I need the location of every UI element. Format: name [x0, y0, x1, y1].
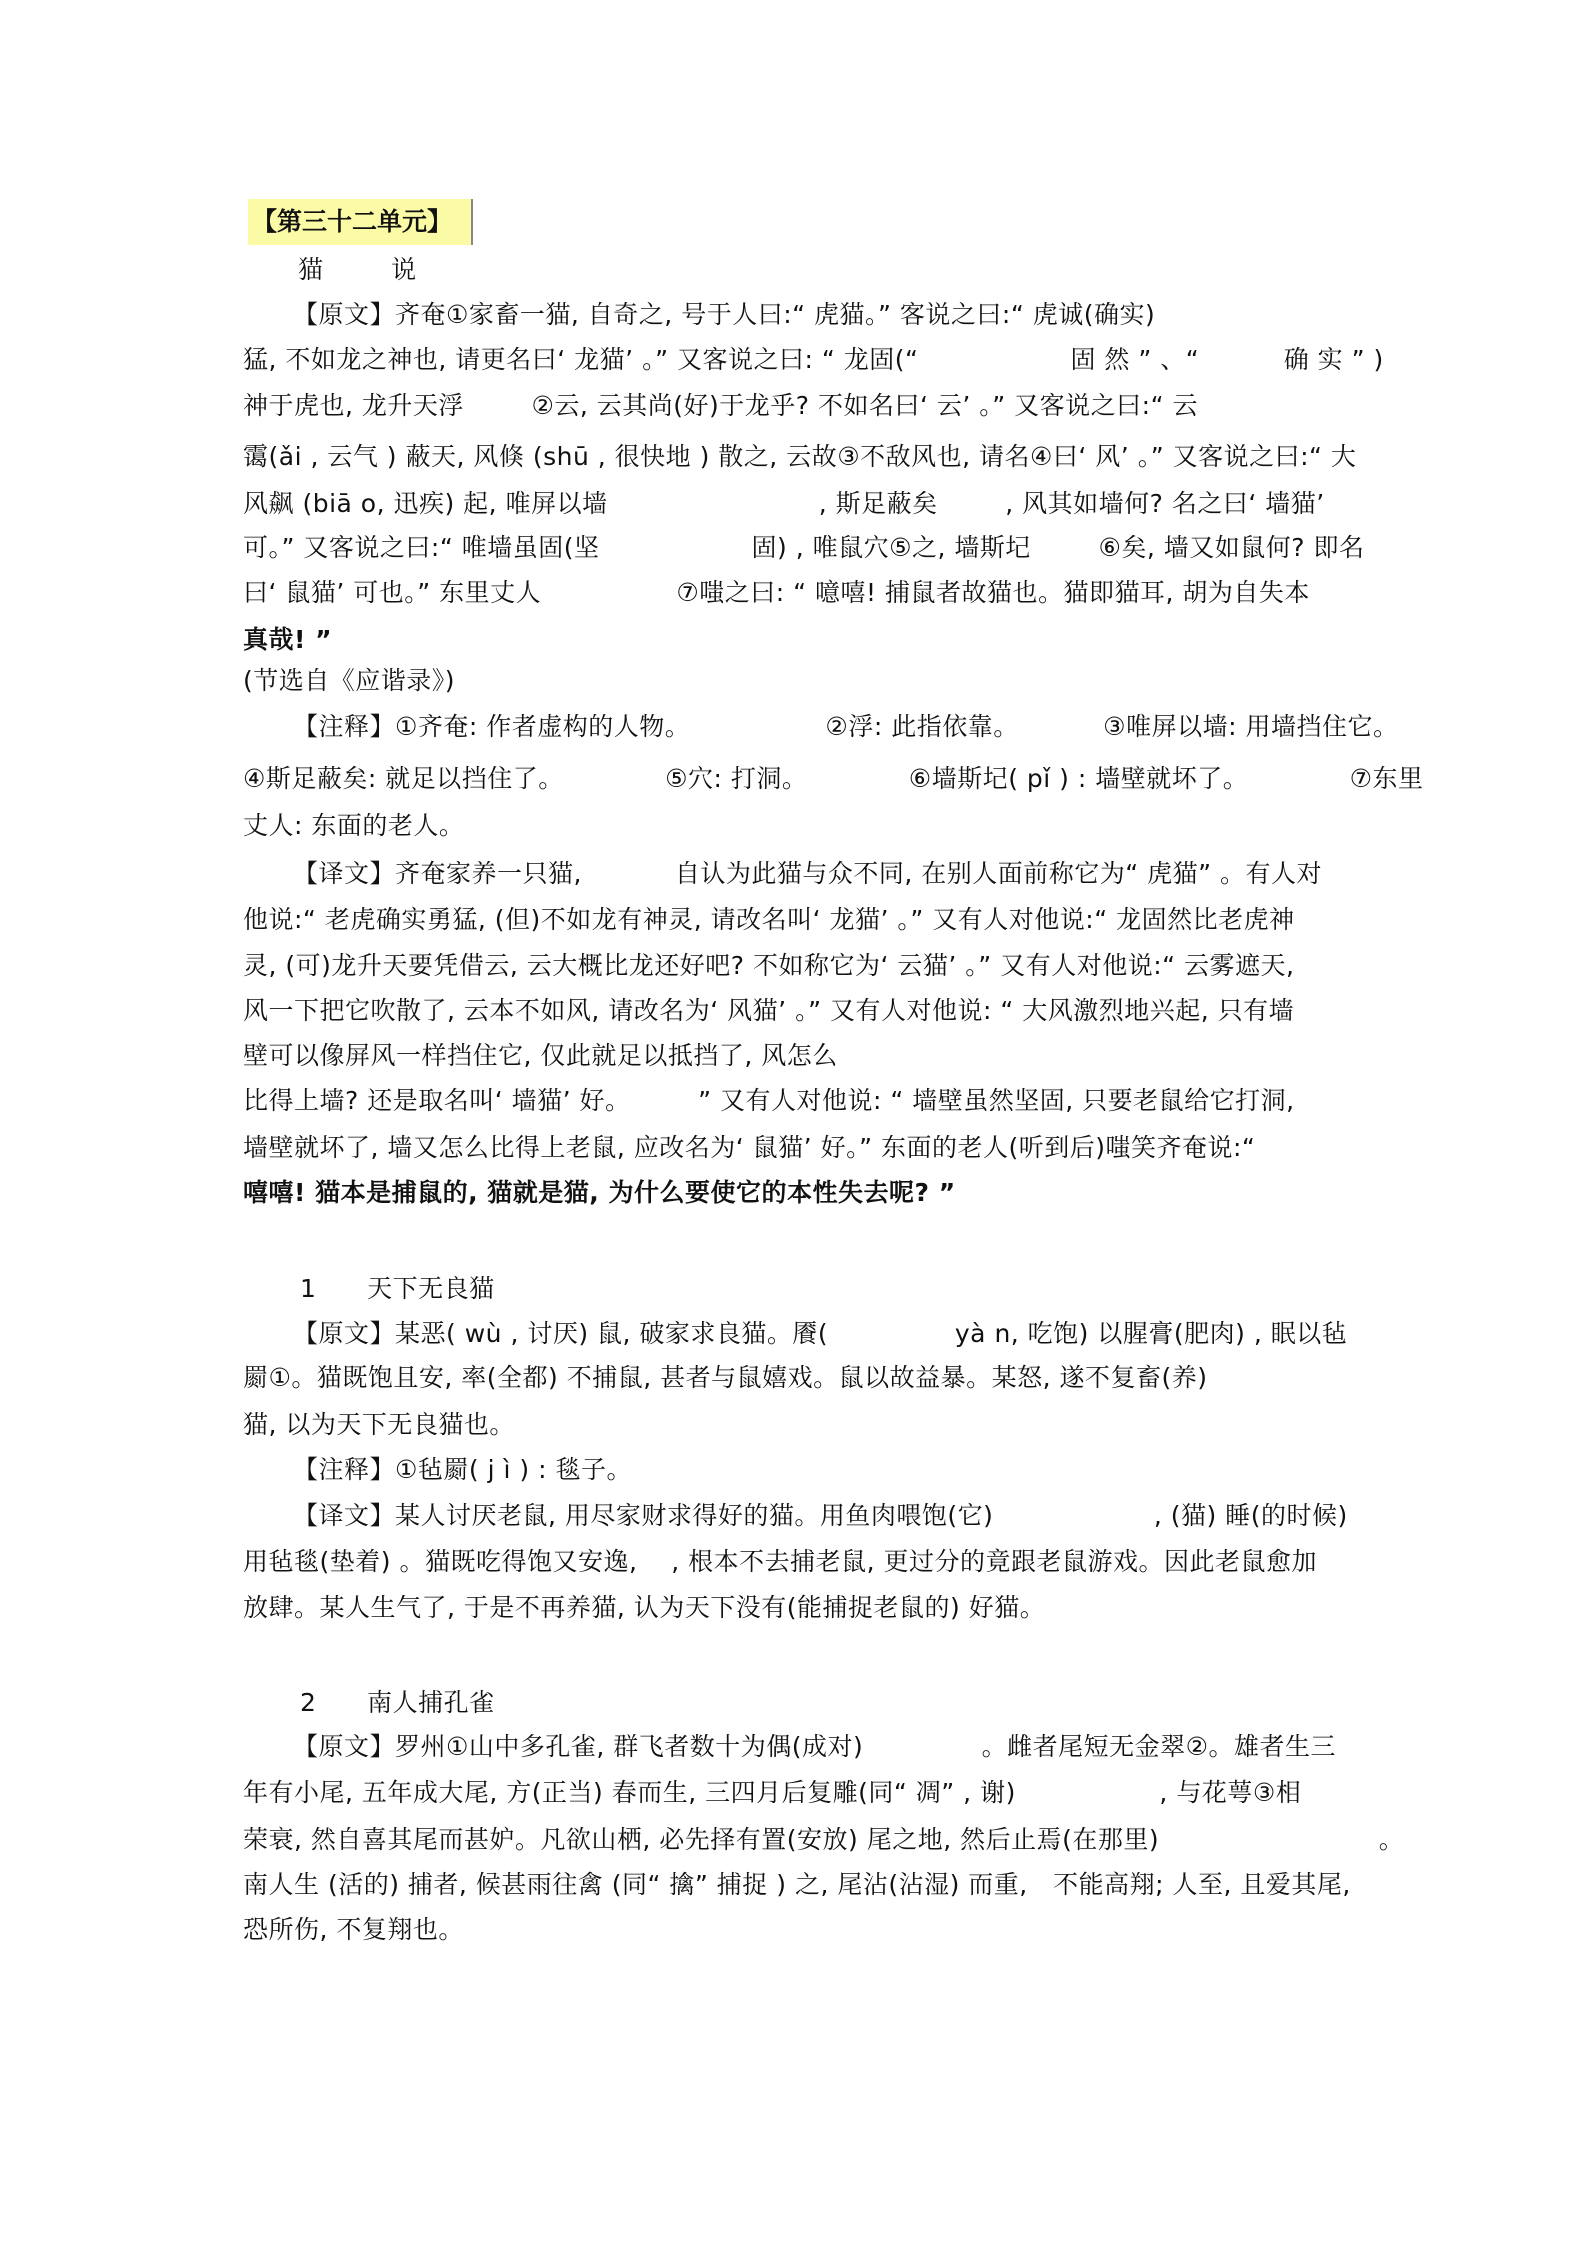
story-original-line: 可。” 又客说之曰:“ 唯墙虽固(坚 固) , 唯鼠穴⑤之, 墙斯圮 ⑥矣, 墙又如鼠何? 即名 — [243, 533, 1365, 562]
unit-title-highlight — [248, 199, 473, 245]
section2-original-line: 恐所伤, 不复翔也。 — [243, 1915, 464, 1944]
section2-original-line: 荣衰, 然自喜其尾而甚妒。凡欲山栖, 必先择有置(安放) 尾之地, 然后止焉(在那里) 。 — [243, 1825, 1405, 1854]
story-note-line: 丈人: 东面的老人。 — [243, 811, 465, 840]
section1-heading: 1 天下无良猫 — [300, 1274, 495, 1303]
section1-note: 【注释】①毡罽( j ì ) : 毯子。 — [293, 1455, 632, 1484]
section2-original-line: 【原文】罗州①山中多孔雀, 群飞者数十为偶(成对) 。雌者尾短无金翠②。雄者生三 — [293, 1732, 1336, 1761]
story-original-line: 神于虎也, 龙升天浮 ②云, 云其尚(好)于龙乎? 不如名曰‘ 云’ 。” 又客说之曰:“ 云 — [243, 391, 1199, 420]
story-original-line: 曰‘ 鼠猫’ 可也。” 东里丈人 ⑦嗤之曰: “ 噫嘻! 捕鼠者故猫也。猫即猫耳, 胡为自失本 — [243, 578, 1310, 607]
story-source: (节选自《应谐录》) — [243, 666, 456, 695]
story-translation-line: 墙壁就坏了, 墙又怎么比得上老鼠, 应改名为‘ 鼠猫’ 好。” 东面的老人(听到后)嗤笑齐奄说:“ — [243, 1133, 1256, 1162]
story-translation-line: 灵, (可)龙升天要凭借云, 云大概比龙还好吧? 不如称它为‘ 云猫’ 。” 又有人对他说:“ 云雾遮天, — [243, 951, 1295, 980]
story-title: 猫 说 — [298, 255, 417, 284]
story-note-line: 【注释】①齐奄: 作者虚构的人物。 ②浮: 此指依靠。 ③唯屏以墙: 用墙挡住它。 — [293, 712, 1399, 741]
section1-translation-line: 【译文】某人讨厌老鼠, 用尽家财求得好的猫。用鱼肉喂饱(它) , (猫) 睡(的时候) — [293, 1501, 1348, 1530]
story-original-line: 猛, 不如龙之神也, 请更名曰‘ 龙猫’ 。” 又客说之曰: “ 龙固(“ 固 然 ” 、“ 确 实 ” ) — [243, 345, 1384, 374]
section2-original-line: 南人生 (活的) 捕者, 候甚雨往禽 (同“ 擒” 捕捉 ) 之, 尾沾(沾湿) 而重, 不能高翔; 人至, 且爱其尾, — [243, 1870, 1351, 1899]
story-translation-line: 他说:“ 老虎确实勇猛, (但)不如龙有神灵, 请改名叫‘ 龙猫’ 。” 又有人对他说:“ 龙固然比老虎神 — [243, 905, 1295, 934]
section1-original-line: 【原文】某恶( wù , 讨厌) 鼠, 破家求良猫。餍( yà n, 吃饱) 以腥膏(肥肉) , 眠以毡 — [293, 1319, 1348, 1348]
story-translation-line: 壁可以像屏风一样挡住它, 仅此就足以抵挡了, 风怎么 — [243, 1041, 838, 1070]
story-note-line: ④斯足蔽矣: 就足以挡住了。 ⑤穴: 打洞。 ⑥墙斯圮( pǐ ) : 墙壁就坏了。 ⑦东里 — [243, 764, 1424, 793]
story-original-line: 霭(ǎi , 云气 ) 蔽天, 风倏 (shū , 很快地 ) 散之, 云故③不敌风也, 请名④曰‘ 风’ 。” 又客说之曰:“ 大 — [243, 442, 1357, 471]
story-original-line: 风飙 (biā o, 迅疾) 起, 唯屏以墙 , 斯足蔽矣 , 风其如墙何? 名之曰‘ 墙猫’ — [243, 489, 1325, 518]
story-translation-line: 风一下把它吹散了, 云本不如风, 请改名为‘ 风猫’ 。” 又有人对他说: “ 大风激烈地兴起, 只有墙 — [243, 996, 1295, 1025]
story-original-line: 【原文】齐奄①家畜一猫, 自奇之, 号于人曰:“ 虎猫。” 客说之曰:“ 虎诚(确实) — [293, 300, 1156, 329]
section1-translation-line: 放肆。某人生气了, 于是不再养猫, 认为天下没有(能捕捉老鼠的) 好猫。 — [243, 1593, 1046, 1622]
story-original-line: 真哉! ” — [243, 625, 333, 654]
section2-heading: 2 南人捕孔雀 — [300, 1688, 495, 1717]
section1-original-line: 猫, 以为天下无良猫也。 — [243, 1410, 515, 1439]
section1-original-line: 罽①。猫既饱且安, 率(全都) 不捕鼠, 甚者与鼠嬉戏。鼠以故益暴。某怒, 遂不复畜(养) — [243, 1363, 1208, 1392]
story-translation-line: 比得上墙? 还是取名叫‘ 墙猫’ 好。 ” 又有人对他说: “ 墙壁虽然坚固, 只要老鼠给它打洞, — [243, 1086, 1295, 1115]
section1-translation-line: 用毡毯(垫着) 。猫既吃得饱又安逸, , 根本不去捕老鼠, 更过分的竟跟老鼠游戏。因此老鼠愈加 — [243, 1547, 1317, 1576]
story-translation-line: 嘻嘻! 猫本是捕鼠的, 猫就是猫, 为什么要使它的本性失去呢? ” — [243, 1178, 956, 1207]
section2-original-line: 年有小尾, 五年成大尾, 方(正当) 春而生, 三四月后复雕(同“ 凋” , 谢) , 与花萼③相 — [243, 1778, 1302, 1807]
story-translation-line: 【译文】齐奄家养一只猫, 自认为此猫与众不同, 在别人面前称它为“ 虎猫” 。有人对 — [293, 859, 1323, 888]
unit-title: 【第三十二单元】 — [252, 207, 453, 236]
